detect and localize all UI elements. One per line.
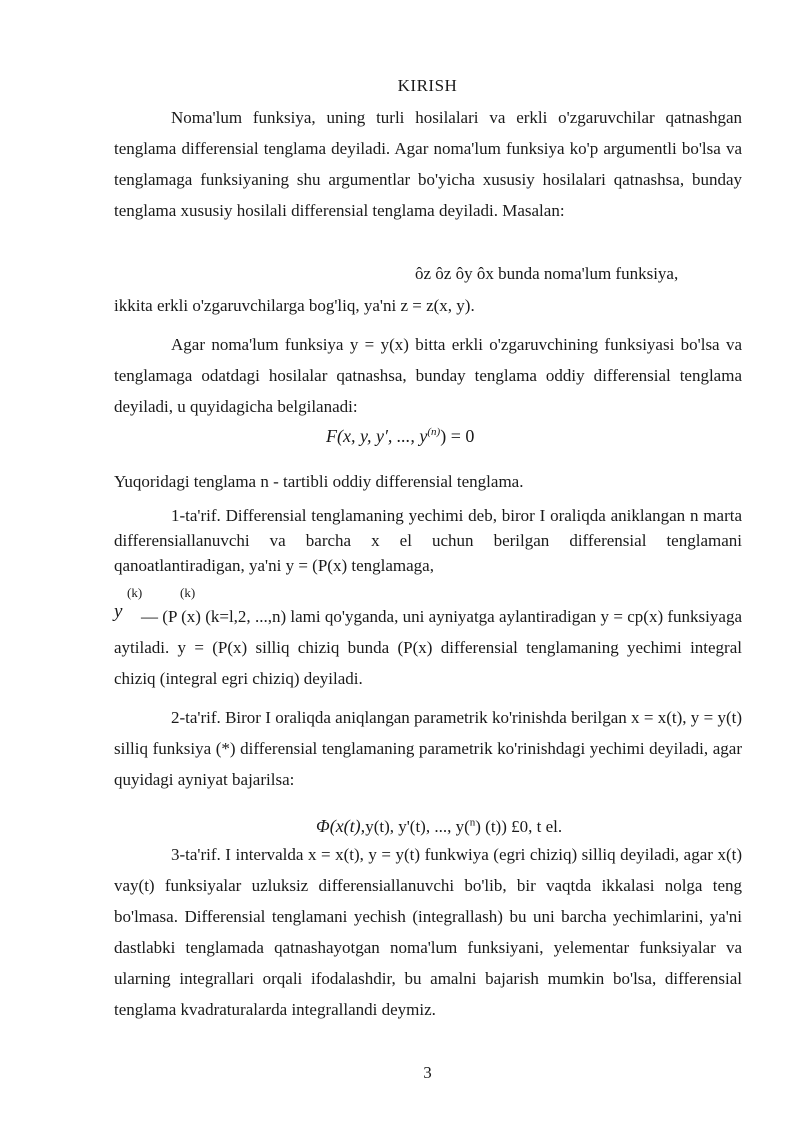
ode-formula-order: (n) [427,426,441,438]
example-line: ôz ôz ôy ôx bunda noma'lum funksiya, [415,264,679,283]
definition-1: 1-ta'rif. Differensial tenglamaning yechimi deb, biror I oraliqda aniklangan n marta differensiallanuvchi va barcha x el uchun berilgan differensial tenglamani qanoatlantiradigan, ya'ni y = (P(x) tenglamaga, [114,506,742,575]
phi-term: Φ(x(t), [316,816,366,836]
parametric-identity [316,816,562,837]
definition-1-continuation: — (P (x) (k=l,2, ...,n) lami qo'yganda, uni ayniyatga aylantiradigan y = cp(x) funksiyaga aytiladi. y = (P(x) silliq chiziq bunda (P(x) differensial tenglamaning yechimi integral chiziq (integral egri chiziq) deyiladi. [114,607,742,688]
k-superscript-1: (k) [127,585,143,600]
order-sentence: Yuqoridagi tenglama n - tartibli oddiy differensial tenglama. [114,472,524,491]
parametric-identity-args: y(t), y'(t), ..., y( [365,817,470,836]
intro-paragraph: Noma'lum funksiya, uning turli hosilalari va erkli o'zgaruvchilar qatnashgan tenglama differensial tenglama deyiladi. Agar noma'lum funksiya ko'p argumentli bo'lsa va tenglamaga funksiyaning shu argumentlar bo'yicha xususiy hosilalari qatnashsa, bunday tenglama xususiy hosilali differensial tenglama deyiladi. Masalan: [114,108,742,220]
ode-paragraph: Agar noma'lum funksiya y = y(x) bitta erkli o'zgaruvchining funksiyasi bo'lsa va tenglamaga odatdagi hosilalar qatnashsa, bunday tenglama oddiy differensial tenglama deyiladi, u quyidagicha belgilanadi: [114,335,742,416]
ode-formula-end: ) = 0 [440,426,475,446]
page-number: 3 [423,1063,432,1082]
intro-paragraph-end: ikkita erkli o'zgaruvchilarga bog'liq, ya'ni z = z(x, y). [114,296,475,315]
y-symbol: y [114,601,123,622]
ode-formula-main: F(x, y, y′, ..., y [326,426,428,446]
page-title: KIRISH [397,76,458,95]
ode-formula [326,426,474,447]
definition-3: 3-ta'rif. I intervalda x = x(t), y = y(t) funkwiya (egri chiziq) silliq deyiladi, agar x(t) vay(t) funksiyalar uzluksiz differensiallanuvchi bo'lib, bir vaqtda ikkalasi nolga teng bo'lmasa. Differensial tenglamani yechish (integrallash) bu uni barcha yechimlarini, ya'ni dastlabki tenglamada qatnashayotgan noma'lum funksiyani, yelementar funksiyalar va ularning integrallari orqali ifodalashdir, bu amalni bajarish mumkin bo'lsa, differensial tenglama kvadraturalarda integrallandi deymiz. [114,845,742,1019]
parametric-identity-order: n [469,816,476,829]
definition-2: 2-ta'rif. Biror I oraliqda aniqlangan parametrik ko'rinishda berilgan x = x(t), y = y(t) silliq funksiya (*) differensial tenglamaning parametrik ko'rinishdagi yechimi deyiladi, agar quyidagi ayniyat bajarilsa: [114,708,742,789]
k-superscript-2: (k) [180,585,196,600]
parametric-identity-end: ) (t)) £0, t el. [475,817,563,836]
